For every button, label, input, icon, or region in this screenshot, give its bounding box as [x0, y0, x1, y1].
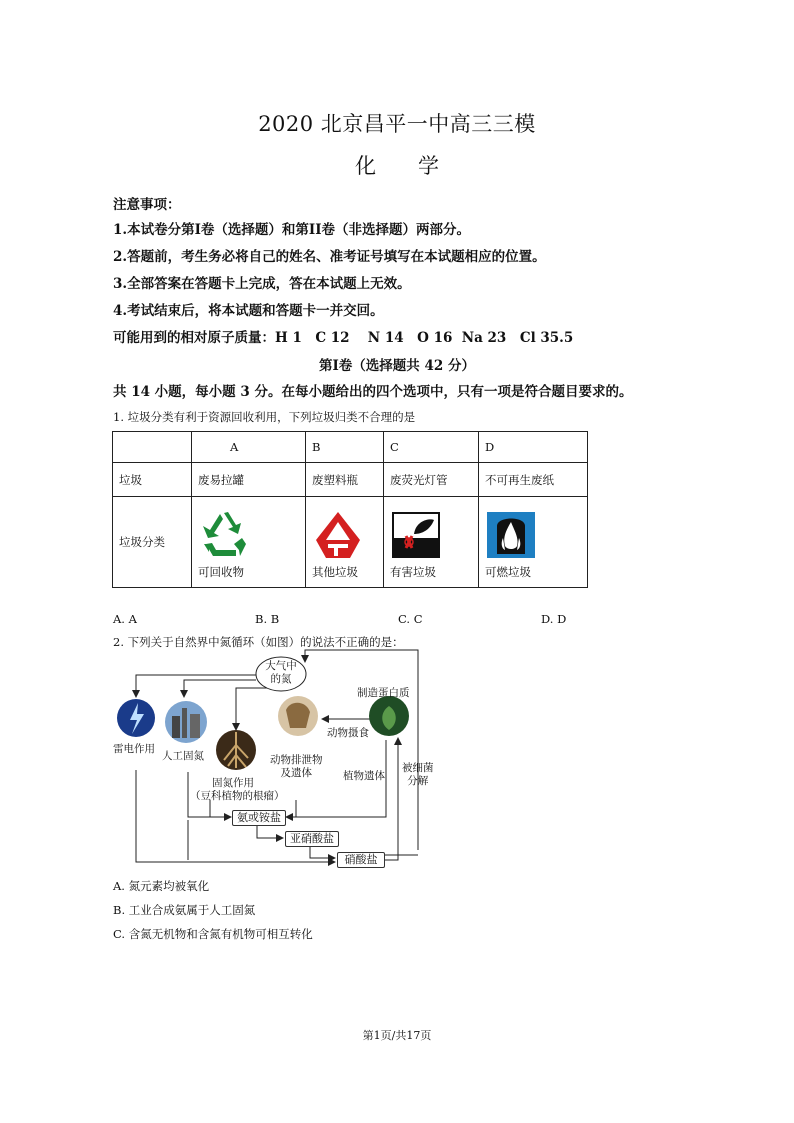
table-cell: 垃圾分类 — [113, 497, 192, 588]
table-header-cell: C — [384, 432, 479, 463]
table-header-cell: B — [306, 432, 384, 463]
category-label: 可燃垃圾 — [485, 565, 531, 579]
question-1-stem: 1. 垃圾分类有利于资源回收利用，下列垃圾归类不合理的是 — [113, 410, 416, 424]
animal-excretion-label: 动物排泄物 及遗体 — [270, 754, 323, 779]
table-cell: 不可再生废纸 — [479, 463, 588, 497]
table-cell: 废荧光灯管 — [384, 463, 479, 497]
option-c: C. 含氮无机物和含氮有机物可相互转化 — [113, 927, 313, 941]
table-cell: 垃圾 — [113, 463, 192, 497]
protein-label: 制造蛋白质 — [357, 687, 410, 699]
subject-title: 化 学 — [355, 154, 439, 178]
question-2-stem: 2. 下列关于自然界中氮循环（如图）的说法不正确的是： — [113, 635, 404, 649]
note-item: 4.考试结束后，将本试题和答题卡一并交回。 — [113, 303, 384, 319]
category-label: 可回收物 — [198, 565, 244, 579]
note-item: 3.全部答案在答题卡上完成，答在本试题上无效。 — [113, 276, 411, 292]
table-header-cell: D — [479, 432, 588, 463]
option-a: A. A — [113, 612, 137, 626]
atomic-mass-line: 可能用到的相对原子质量：H 1 C 12 N 14 O 16 Na 23 Cl 35.5 — [113, 330, 574, 346]
option-c: C. C — [398, 612, 423, 626]
lightning-label: 雷电作用 — [113, 743, 155, 755]
category-label: 其他垃圾 — [312, 565, 358, 579]
industrial-label: 人工固氮 — [162, 750, 204, 762]
biological-label: 固氮作用 — [212, 777, 254, 789]
paper-title: 2020 北京昌平一中高三三模 — [258, 112, 536, 136]
table-header-cell: A — [192, 432, 306, 463]
plant-remains-label: 植物遗体 — [343, 770, 385, 782]
note-item: 2.答题前，考生务必将自己的姓名、准考证号填写在本试题相应的位置。 — [113, 249, 546, 265]
option-a: A. 氮元素均被氧化 — [113, 879, 210, 893]
nitrate-box: 硝酸盐 — [337, 852, 385, 868]
option-b: B. 工业合成氨属于人工固氮 — [113, 903, 256, 917]
section-instruction: 共 14 小题，每小题 3 分。在每小题给出的四个选项中，只有一项是符合题目要求的。 — [113, 384, 633, 400]
bacteria-label: 被细菌 分解 — [402, 762, 434, 787]
ammonia-box: 氨或铵盐 — [232, 810, 286, 826]
page-number: 第1页/共17页 — [362, 1029, 432, 1042]
category-label: 有害垃圾 — [390, 565, 436, 579]
biological-note: （豆科植物的根瘤） — [190, 790, 285, 802]
nitrite-box: 亚硝酸盐 — [285, 831, 339, 847]
option-b: B. B — [255, 612, 280, 626]
section-title: 第I卷（选择题共 42 分） — [318, 358, 475, 374]
option-d: D. D — [541, 612, 567, 626]
notes-heading: 注意事项： — [113, 197, 181, 213]
table-cell: 废易拉罐 — [192, 463, 306, 497]
table-cell: 废塑料瓶 — [306, 463, 384, 497]
note-item: 1.本试卷分第I卷（选择题）和第II卷（非选择题）两部分。 — [113, 222, 471, 238]
animal-feeding-label: 动物摄食 — [327, 727, 369, 739]
atmosphere-label: 大气中 的氮 — [265, 660, 297, 685]
